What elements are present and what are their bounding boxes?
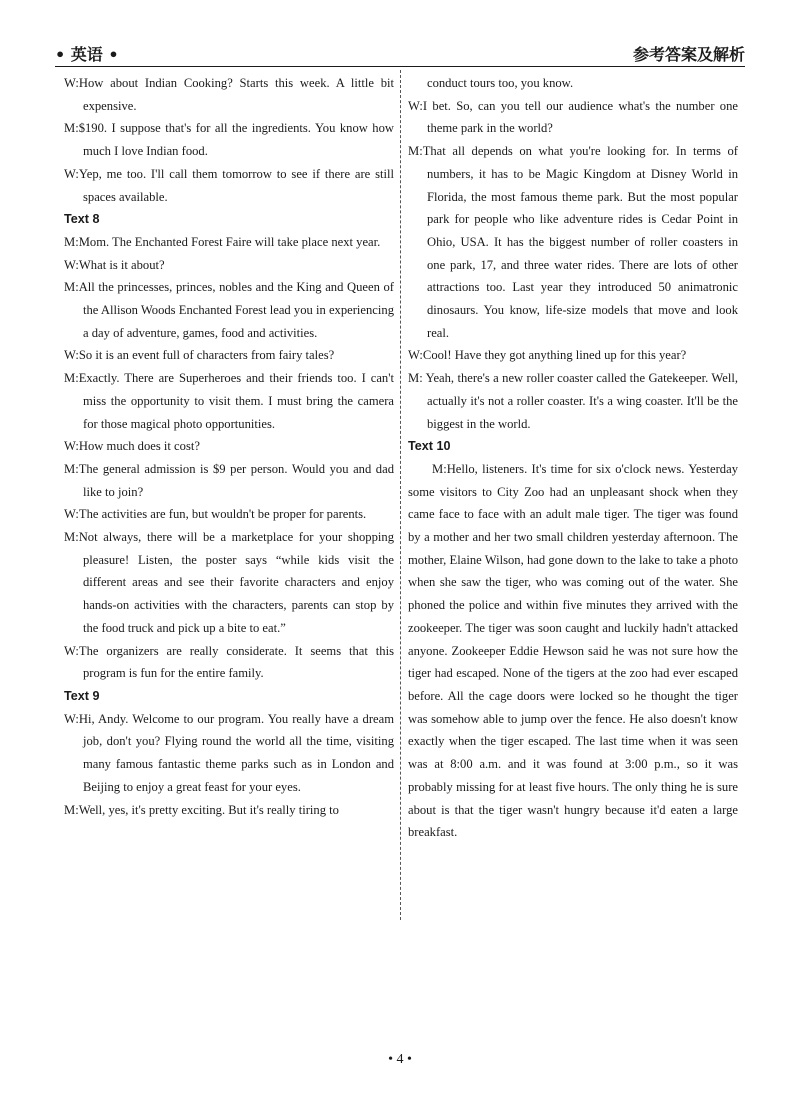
left-column: [64, 72, 394, 821]
dialogue-line: M:That all depends on what you're looking for. In terms of numbers, it has to be Magic Kingdom at Disney World in Florida, the most famous theme park. But the most popular park for people who like adventure rides is Cedar Point in Ohio, USA. It has the biggest number of roller coasters in one park, 17, and three water rides. There are lots of other attractions too. Last year they introduced 50 animatronic dinosaurs. You know, life-size models that move and look real.: [408, 144, 738, 340]
section-heading: Text 9: [64, 688, 100, 703]
dialogue-line: W:So it is an event full of characters from fairy tales?: [64, 348, 335, 363]
dialogue-line: W:What is it about?: [64, 257, 165, 272]
dialogue-line: M: Yeah, there's a new roller coaster called the Gatekeeper. Well, actually it's not a roller coaster. It's a wing coaster. It'll be the biggest in the world.: [408, 371, 738, 431]
dialogue-line: W:Yep, me too. I'll call them tomorrow to see if there are still spaces available.: [64, 166, 394, 204]
dialogue-continuation: conduct tours too, you know.: [427, 76, 574, 90]
dialogue-line: W:I bet. So, can you tell our audience what's the number one theme park in the world?: [408, 98, 738, 136]
dialogue-line: M:Well, yes, it's pretty exciting. But it's really tiring to: [64, 802, 339, 817]
header-rule: [55, 66, 745, 67]
dialogue-line: W:Hi, Andy. Welcome to our program. You really have a dream job, don't you? Flying round the world all the time, visiting many famous fantastic theme parks such as in London and Beijing to enjoy a great feast for your eyes.: [64, 711, 394, 794]
page-header: [55, 42, 745, 66]
dialogue-line: M:The general admission is $9 per person. Would you and dad like to join?: [64, 461, 394, 499]
dialogue-line: M:Exactly. There are Superheroes and their friends too. I can't miss the opportunity to visit them. I must bring the camera for those magical photo opportunities.: [64, 371, 394, 431]
dialogue-line: W:How much does it cost?: [64, 439, 200, 454]
dialogue-line: M:$190. I suppose that's for all the ingredients. You know how much I love Indian food.: [64, 121, 394, 159]
right-column: [408, 72, 738, 844]
dialogue-line: M:Mom. The Enchanted Forest Faire will take place next year.: [64, 234, 381, 249]
column-divider: [400, 70, 401, 920]
dialogue-line: W:The organizers are really considerate. It seems that this program is fun for the entire family.: [64, 643, 394, 681]
dialogue-line: W:Cool! Have they got anything lined up for this year?: [408, 348, 687, 363]
section-heading: Text 8: [64, 212, 100, 227]
subject-label: • 英语 •: [55, 45, 119, 64]
dialogue-line: W:How about Indian Cooking? Starts this week. A little bit expensive.: [64, 76, 394, 113]
dialogue-line: W:The activities are fun, but wouldn't be proper for parents.: [64, 507, 367, 522]
page-number: • 4 •: [388, 1052, 412, 1067]
dialogue-line: M:Not always, there will be a marketplace for your shopping pleasure! Listen, the poster says “while kids visit the different areas and see their favorite characters and enjoy hands-on activities with the characters, parents can stop by the food truck and pick up a bite to eat.”: [64, 530, 394, 635]
section-heading: Text 10: [408, 439, 451, 454]
news-paragraph: M:Hello, listeners. It's time for six o'clock news. Yesterday some visitors to City Zoo had an unpleasant shock when they came face to face with an adult male tiger. The tiger was found by a mother and her two small children yesterday afternoon. The mother, Elaine Wilson, had gone down to the lake to take a photo when she saw the tiger, who was coming out of the water. She phoned the police and within five minutes they arrived with the zookeeper. The tiger was soon caught and luckily hadn't attacked anyone. Zookeeper Eddie Hewson said he was not sure how the tiger had escaped. None of the tigers at the zoo had ever escaped before. All the cage doors were locked so he thought the tiger was somehow able to jump over the fence. He also doesn't know exactly when the tiger escaped. The last time when it was seen was at 8:00 a.m. and it was found at 3:00 p.m., so it was probably missing for at least five hours. The only thing he is sure about is that the tiger wasn't hungry because it'd eaten a large breakfast.: [408, 461, 738, 840]
dialogue-line: M:All the princesses, princes, nobles and the King and Queen of the Allison Woods Enchanted Forest lead you in experiencing a day of adventure, games, food and activities.: [64, 280, 394, 340]
section-title: 参考答案及解析: [632, 45, 745, 64]
